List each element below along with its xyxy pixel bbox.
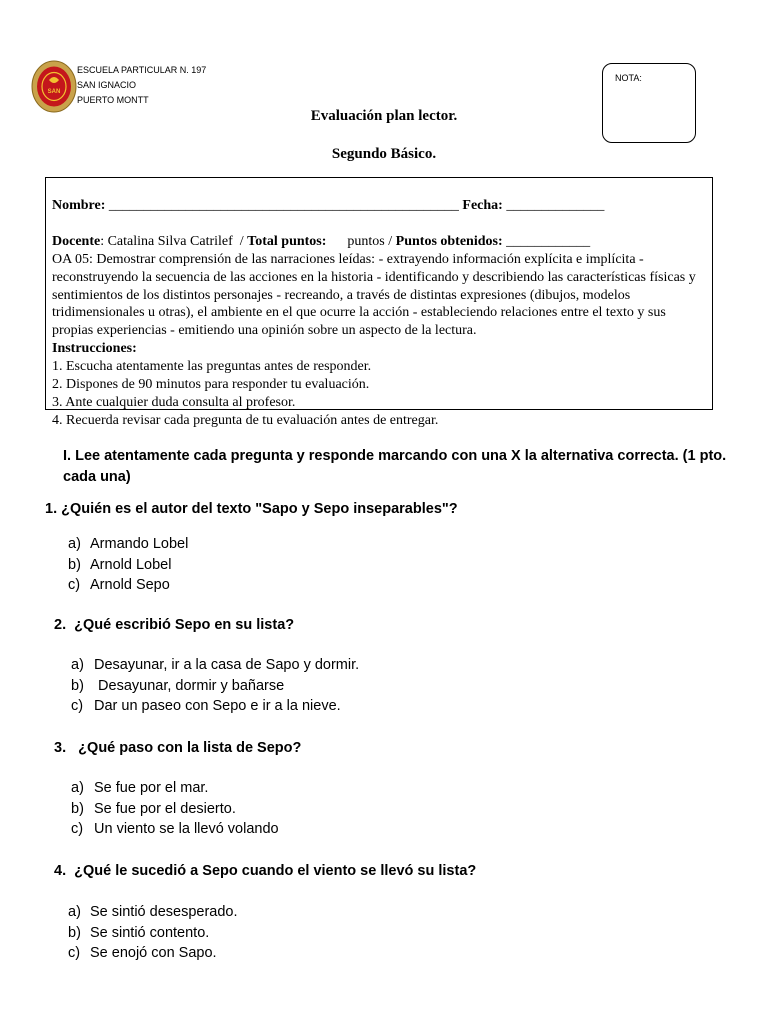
learning-objective: OA 05: Demostrar comprensión de las narraciones leídas: - extrayendo información explícita e implícita - reconstruyendo la secuencia de las acciones en la historia - identificando y describiendo las características físicas y sentimientos de los distintos personajes - recreando, a través de distintas expresiones (dibujos, modelos tridimensionales u otras), el ambiente en el que ocurre la acción - estableciendo relaciones entre el texto y sus propias experiencias - emitiendo una opinión sobre un aspecto de la lectura.	[52, 251, 696, 339]
option-text: Se sintió desesperado.	[90, 904, 238, 920]
option-letter: a)	[68, 536, 81, 552]
option-text: Se enojó con Sapo.	[90, 945, 217, 962]
grade-box[interactable]	[602, 63, 696, 143]
points-obtained-field[interactable]: ____________	[502, 233, 591, 249]
option-text: Se fue por el mar.	[94, 780, 209, 796]
option-letter: a)	[71, 657, 84, 673]
name-date-line	[52, 197, 706, 215]
option-text: Arnold Lobel	[90, 556, 172, 573]
question-1-options	[68, 534, 188, 596]
question-1: 1. ¿Quién es el autor del texto "Sapo y Sepo inseparables"?	[45, 501, 458, 517]
page-title: Evaluación plan lector.	[310, 108, 458, 124]
page-subtitle: Segundo Básico.	[331, 146, 437, 162]
instructions-label: Instrucciones:	[52, 341, 137, 357]
grade-label: NOTA:	[615, 73, 642, 83]
option-letter: c)	[71, 821, 84, 838]
instruction-item: 1. Escucha atentamente las preguntas antes de responder.	[52, 359, 372, 375]
points-obtained-label: Puntos obtenidos:	[395, 233, 503, 249]
question-3: 3. ¿Qué paso con la lista de Sepo?	[54, 740, 302, 756]
instruction-item: 2. Dispones de 90 minutos para responder tu evaluación.	[52, 377, 370, 393]
school-name: ESCUELA PARTICULAR N. 197	[77, 65, 207, 75]
option-letter: b)	[68, 556, 81, 573]
question-4-options	[68, 902, 238, 964]
option-letter: c)	[68, 945, 81, 962]
option-text: Dar un paseo con Sepo e ir a la nieve.	[94, 698, 341, 715]
teacher-line	[52, 215, 706, 251]
option-letter: b)	[71, 800, 84, 817]
option-letter: b)	[71, 677, 84, 694]
question-3-options	[71, 778, 279, 840]
school-logo	[31, 60, 77, 113]
question-4: 4. ¿Qué le sucedió a Sepo cuando el viento se llevó su lista?	[54, 863, 477, 879]
school-city: PUERTO MONTT	[77, 95, 149, 105]
option-b[interactable]	[71, 799, 279, 820]
option-text: Desayunar, dormir y bañarse	[94, 677, 285, 694]
option-a[interactable]	[68, 902, 238, 923]
school-location: SAN IGNACIO	[77, 80, 137, 90]
option-letter: a)	[71, 780, 84, 796]
option-text: Se sintió contento.	[90, 924, 210, 941]
question-2: 2. ¿Qué escribió Sepo en su lista?	[54, 617, 295, 633]
option-text: Se fue por el desierto.	[94, 800, 236, 817]
student-info-box	[45, 177, 713, 428]
option-letter: c)	[71, 698, 84, 715]
school-info	[77, 63, 206, 108]
option-text: Armando Lobel	[90, 536, 189, 552]
option-a[interactable]	[71, 655, 359, 676]
option-c[interactable]	[71, 696, 359, 717]
total-points-value: puntos /	[326, 233, 396, 249]
date-label: Fecha:	[462, 198, 503, 213]
option-b[interactable]	[71, 676, 359, 697]
option-text: Arnold Sepo	[90, 577, 170, 594]
teacher-label: Docente	[52, 233, 101, 249]
name-field[interactable]: __________________________________________________	[105, 198, 463, 213]
instruction-item: 4. Recuerda revisar cada pregunta de tu evaluación antes de entregar.	[52, 412, 439, 428]
option-c[interactable]	[68, 575, 188, 596]
teacher-value: : Catalina Silva Catrilef /	[100, 233, 248, 249]
option-text: Desayunar, ir a la casa de Sapo y dormir.	[94, 657, 360, 673]
instruction-item: 3. Ante cualquier duda consulta al profesor.	[52, 394, 296, 410]
date-field[interactable]: ______________	[502, 198, 605, 213]
section-heading: I. Lee atentamente cada pregunta y responde marcando con una X la alternativa correcta. (1 pto. cada una)	[63, 448, 727, 485]
option-b[interactable]	[68, 555, 188, 576]
option-text: Un viento se la llevó volando	[94, 821, 279, 838]
option-a[interactable]	[68, 534, 188, 555]
option-letter: c)	[68, 577, 81, 594]
total-points-label: Total puntos:	[247, 233, 327, 249]
instructions-heading	[52, 340, 706, 358]
name-label: Nombre:	[52, 198, 106, 213]
logo-text: SAN	[47, 89, 61, 95]
question-2-options	[71, 655, 359, 717]
option-letter: a)	[68, 904, 81, 920]
option-c[interactable]	[71, 819, 279, 840]
option-a[interactable]	[71, 778, 279, 799]
option-c[interactable]	[68, 943, 238, 964]
option-letter: b)	[68, 924, 81, 941]
option-b[interactable]	[68, 923, 238, 944]
